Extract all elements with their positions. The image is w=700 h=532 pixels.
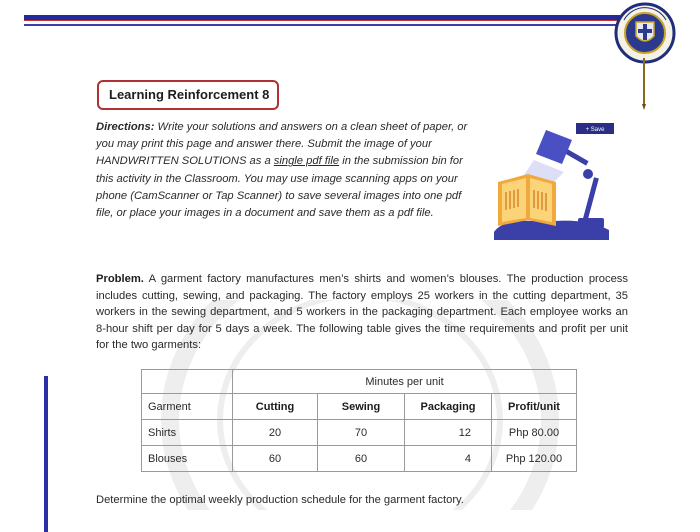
table-row xyxy=(142,420,577,446)
school-seal-logo xyxy=(614,2,676,64)
directions-part1: Write your solutions and answers on a clean sheet of paper, or you may print this page and answer there. Submit the image of your HANDWRITTEN SOLUTIONS as a xyxy=(96,121,468,168)
directions-text xyxy=(96,119,472,222)
cell-packaging: 4 xyxy=(405,446,492,472)
problem-lead: Problem. xyxy=(96,273,144,285)
task-question: Determine the optimal weekly production schedule for the garment factory. xyxy=(96,494,464,506)
header-rule-thin xyxy=(24,24,620,26)
cell-profit: Php 80.00 xyxy=(492,420,577,446)
header-cutting: Cutting xyxy=(233,394,318,420)
cell-packaging: 12 xyxy=(405,420,492,446)
header-rule-red xyxy=(24,20,620,21)
garment-table xyxy=(141,369,577,472)
sword-emblem xyxy=(640,58,648,110)
cell-garment: Shirts xyxy=(142,420,233,446)
header-sewing: Sewing xyxy=(318,394,405,420)
left-accent-bar xyxy=(44,376,48,532)
header-garment: Garment xyxy=(142,394,233,420)
directions-underlined: single pdf file xyxy=(273,155,340,168)
cell-profit: Php 120.00 xyxy=(492,446,577,472)
directions-lead: Directions: xyxy=(96,121,155,133)
header-profit: Profit/unit xyxy=(492,394,577,420)
table-group-header-row xyxy=(142,370,577,394)
reading-lamp-book-illustration xyxy=(484,122,615,245)
problem-statement xyxy=(96,271,628,354)
table-row xyxy=(142,446,577,472)
cell-sewing: 70 xyxy=(318,420,405,446)
cell-cutting: 20 xyxy=(233,420,318,446)
section-title: Learning Reinforcement 8 xyxy=(97,80,279,110)
cell-sewing: 60 xyxy=(318,446,405,472)
table-header-row xyxy=(142,394,577,420)
directions-part2: in the submission bin for this activity in the Classroom. You may use image scanning apps on your phone (CamScanner or Tap Scanner) to save several images into one pdf file, or place your images in a document and save them as a pdf file. xyxy=(96,155,463,220)
cell-garment: Blouses xyxy=(142,446,233,472)
cell-cutting: 60 xyxy=(233,446,318,472)
save-tag: + Save xyxy=(585,127,605,133)
group-header: Minutes per unit xyxy=(233,370,577,394)
problem-text: A garment factory manufactures men’s shirts and women’s blouses. The production process includes cutting, sewing, and packaging. The factory employs 25 workers in the cutting department, 35 workers in the sewing department, and 5 workers in the packaging department. Each employee works an 8-hour shift per day for 5 days a week. The following table gives the time requirements and profit per unit for the two garments: xyxy=(96,273,628,352)
header-packaging: Packaging xyxy=(405,394,492,420)
